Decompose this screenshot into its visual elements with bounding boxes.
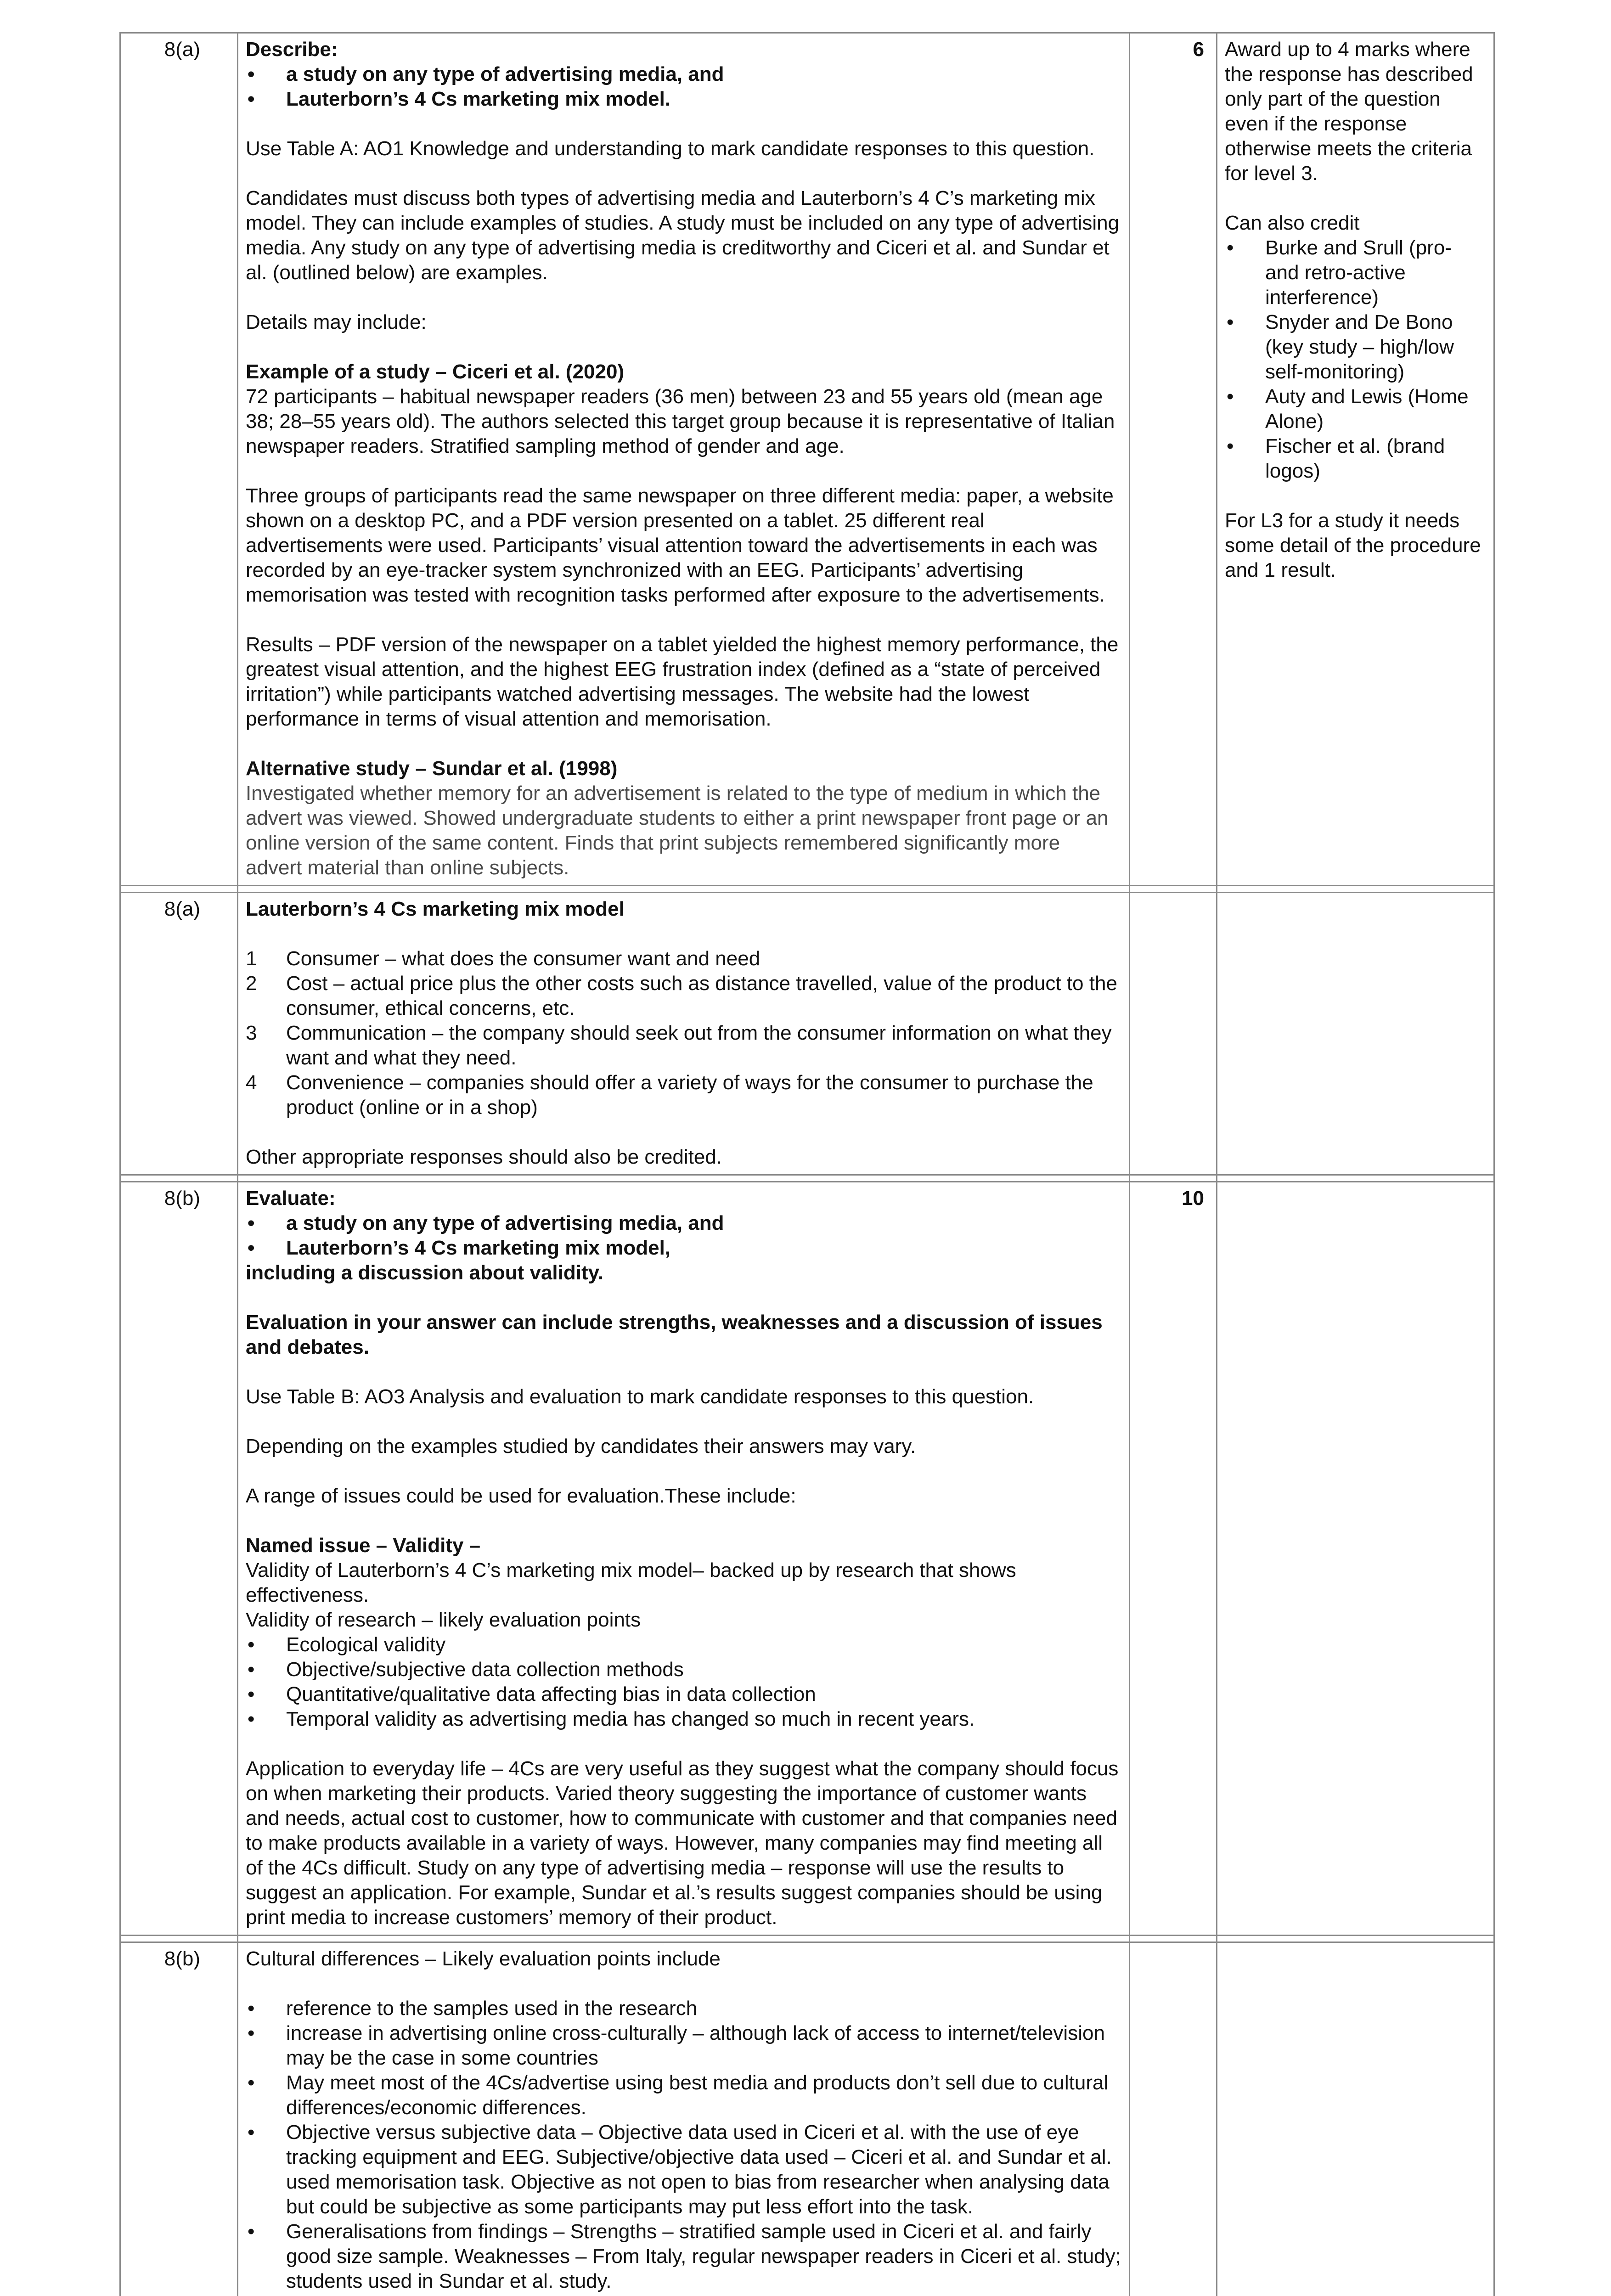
marks-cell bbox=[1130, 893, 1217, 1175]
list-item: • Objective/subjective data collection methods bbox=[246, 1657, 1121, 1682]
including-note: including a discussion about validity. bbox=[246, 1261, 604, 1284]
list-item: • reference to the samples used in the research bbox=[246, 1996, 1121, 2021]
list-item: • Auty and Lewis (Home Alone) bbox=[1225, 384, 1486, 434]
validity-paragraph: Validity of Lauterborn’s 4 C’s marketing mix model– backed up by research that shows effectiveness. bbox=[246, 1559, 1016, 1606]
results-paragraph: Results – PDF version of the newspaper on a tablet yielded the highest memory performance, the greatest visual attention, and the highest EEG frustration index (defined as a “state of perceived irritation”) while participants watched advertising messages. The website had the lowest performance in terms of visual attention and memorisation. bbox=[246, 633, 1119, 730]
table-row bbox=[120, 33, 1494, 886]
answer-heading: Evaluate: bbox=[246, 1187, 336, 1210]
row-separator bbox=[120, 1175, 1494, 1182]
list-item: • Quantitative/qualitative data affecting bias in data collection bbox=[246, 1682, 1121, 1707]
guidance-cell bbox=[1217, 33, 1494, 886]
list-item: 3 Communication – the company should seek out from the consumer information on what they want and what they need. bbox=[246, 1022, 1112, 1069]
details-label: Details may include: bbox=[246, 311, 427, 333]
task-bullet-list bbox=[246, 62, 1121, 112]
question-number: 8(b) bbox=[120, 1942, 238, 2296]
row-separator bbox=[120, 886, 1494, 893]
list-item: • increase in advertising online cross-culturally – although lack of access to internet/television may be the case in some countries bbox=[246, 2021, 1121, 2071]
list-item: 2 Cost – actual price plus the other costs such as distance travelled, value of the product to the consumer, ethical concerns, etc. bbox=[246, 972, 1117, 1019]
answer-cell bbox=[238, 893, 1130, 1175]
list-item: • Temporal validity as advertising media has changed so much in recent years. bbox=[246, 1707, 1121, 1732]
range-note: A range of issues could be used for evaluation.These include: bbox=[246, 1485, 796, 1507]
use-table-instruction: Use Table B: AO3 Analysis and evaluation to mark candidate responses to this question. bbox=[246, 1385, 1034, 1408]
application-paragraph: Application to everyday life – 4Cs are very useful as they suggest what the company should focus on when marketing their products. Varied theory suggesting the importance of customer wants and needs, actual cost to customer, how to communicate with customer and that companies need to make products available in a variety of ways. However, many companies may find meeting all of the 4Cs difficult. Study on any type of advertising media – response will use the results to suggest an application. For example, Sundar et al.’s results suggest companies should be using print media to increase customers’ memory of their product. bbox=[246, 1757, 1119, 1929]
guidance-also-credit: Can also credit bbox=[1225, 212, 1360, 234]
guidance-cell bbox=[1217, 893, 1494, 1175]
guidance-l3: For L3 for a study it needs some detail of the procedure and 1 result. bbox=[1225, 509, 1481, 581]
other-responses: Other appropriate responses should also be credited. bbox=[246, 1146, 722, 1168]
answer-heading: Describe: bbox=[246, 38, 338, 61]
cultural-bullet-list bbox=[246, 1996, 1121, 2294]
cultural-heading: Cultural differences – Likely evaluation points include bbox=[246, 1947, 721, 1970]
table-row bbox=[120, 1942, 1494, 2296]
list-item: • Fischer et al. (brand logos) bbox=[1225, 434, 1486, 484]
procedure-paragraph: Three groups of participants read the same newspaper on three different media: paper, a website shown on a desktop PC, and a PDF version presented on a tablet. 25 different real advertisements were used. Participants’ visual attention toward the advertisements in each was recorded by an eye-tracker system synchronized with an EEG. Participants’ advertising memorisation was tested with recognition tasks performed after exposure to the advertisements. bbox=[246, 484, 1114, 606]
answer-cell bbox=[238, 33, 1130, 886]
answer-cell bbox=[238, 1942, 1130, 2296]
list-item: • a study on any type of advertising media, and bbox=[246, 62, 1121, 87]
depending-note: Depending on the examples studied by candidates their answers may vary. bbox=[246, 1435, 916, 1458]
evaluation-note: Evaluation in your answer can include strengths, weaknesses and a discussion of issues and debates. bbox=[246, 1311, 1103, 1358]
mark-scheme-table bbox=[119, 32, 1495, 2296]
answer-heading: Lauterborn’s 4 Cs marketing mix model bbox=[246, 898, 625, 920]
list-item: • May meet most of the 4Cs/advertise using best media and products don’t sell due to cultural differences/economic differences. bbox=[246, 2071, 1121, 2120]
question-number: 8(a) bbox=[120, 893, 238, 1175]
marks-cell: 10 bbox=[1130, 1182, 1217, 1936]
example-heading: Example of a study – Ciceri et al. (2020) bbox=[246, 360, 625, 383]
list-item: 4 Convenience – companies should offer a variety of ways for the consumer to purchase the product (online or in a shop) bbox=[246, 1071, 1093, 1119]
credit-list bbox=[1225, 236, 1486, 484]
list-item: • Lauterborn’s 4 Cs marketing mix model. bbox=[246, 87, 1121, 112]
validity-research: Validity of research – likely evaluation points bbox=[246, 1609, 641, 1631]
list-item: 1 Consumer – what does the consumer want and need bbox=[246, 947, 760, 970]
guidance-cell bbox=[1217, 1942, 1494, 2296]
question-number: 8(a) bbox=[120, 33, 238, 886]
list-item: • Burke and Srull (pro- and retro-active interference) bbox=[1225, 236, 1486, 310]
task-bullet-list bbox=[246, 1211, 1121, 1261]
table-row bbox=[120, 893, 1494, 1175]
list-item: • a study on any type of advertising media, and bbox=[246, 1211, 1121, 1236]
question-number: 8(b) bbox=[120, 1182, 238, 1936]
validity-bullet-list bbox=[246, 1632, 1121, 1732]
list-item: • Objective versus subjective data – Objective data used in Ciceri et al. with the use of eye tracking equipment and EEG. Subjective/objective data used – Ciceri et al. and Sundar et al. used memorisation task. Objective as not open to bias from researcher when analysing data but could be subjective as some participants may put less effort into the task. bbox=[246, 2120, 1121, 2219]
list-item: • Lauterborn’s 4 Cs marketing mix model, bbox=[246, 1236, 1121, 1261]
alternative-heading: Alternative study – Sundar et al. (1998) bbox=[246, 757, 618, 780]
list-item: • Snyder and De Bono (key study – high/low self-monitoring) bbox=[1225, 310, 1486, 384]
table-row bbox=[120, 1182, 1494, 1936]
marks-cell bbox=[1130, 1942, 1217, 2296]
guidance-cell bbox=[1217, 1182, 1494, 1936]
named-issue-heading: Named issue – Validity – bbox=[246, 1534, 481, 1557]
example-paragraph: 72 participants – habitual newspaper readers (36 men) between 23 and 55 years old (mean age 38; 28–55 years old). The authors selected this target group because it is representative of Italian newspaper readers. Stratified sampling method of gender and age. bbox=[246, 385, 1115, 457]
candidates-paragraph: Candidates must discuss both types of advertising media and Lauterborn’s 4 C’s marketing mix model. They can include examples of studies. A study must be included on any type of advertising media. Any study on any type of advertising media is creditworthy and Ciceri et al. and Sundar et al. (outlined below) are examples. bbox=[246, 187, 1120, 284]
four-cs-list bbox=[246, 946, 1121, 1120]
use-table-instruction: Use Table A: AO1 Knowledge and understanding to mark candidate responses to this question. bbox=[246, 137, 1095, 160]
alternative-paragraph: Investigated whether memory for an advertisement is related to the type of medium in which the advert was viewed. Showed undergraduate students to either a print newspaper front page or an online version of the same content. Finds that print subjects remembered significantly more advert material than online subjects. bbox=[246, 782, 1109, 879]
list-item: • Generalisations from findings – Strengths – stratified sample used in Ciceri et al. and fairly good size sample. Weaknesses – From Italy, regular newspaper readers in Ciceri et al. study; students used in Sundar et al. study. bbox=[246, 2219, 1121, 2294]
guidance-award: Award up to 4 marks where the response has described only part of the question even if the response otherwise meets the criteria for level 3. bbox=[1225, 38, 1473, 185]
answer-cell bbox=[238, 1182, 1130, 1936]
list-item: • Ecological validity bbox=[246, 1632, 1121, 1657]
marks-cell: 6 bbox=[1130, 33, 1217, 886]
row-separator bbox=[120, 1936, 1494, 1942]
